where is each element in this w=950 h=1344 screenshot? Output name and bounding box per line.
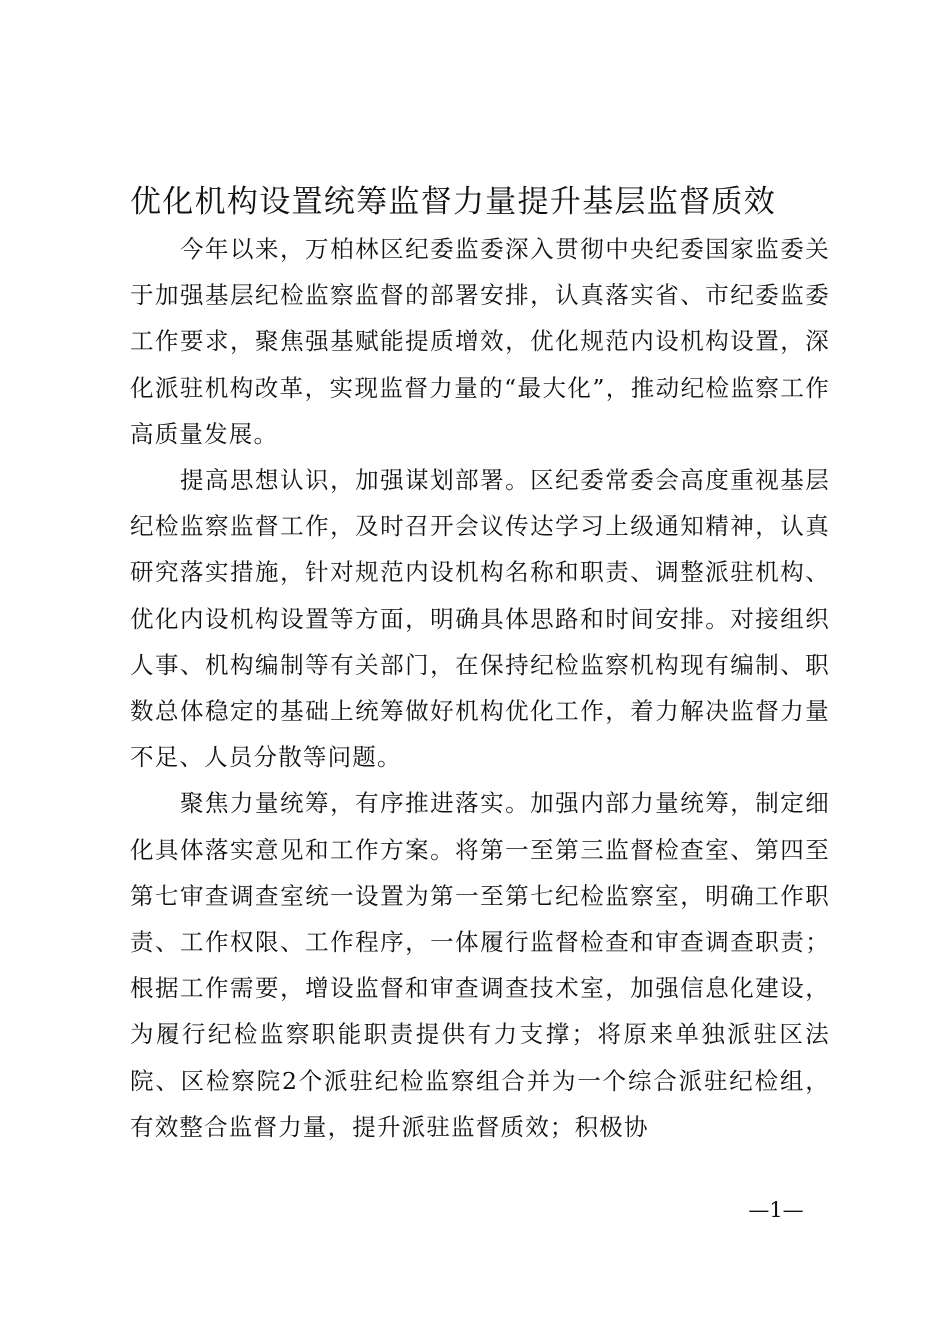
document-title: 优化机构设置统筹监督力量提升基层监督质效 [130,184,776,220]
page-number: —1— [748,1198,804,1222]
paragraph-coordination: 聚焦力量统筹，有序推进落实。加强内部力量统筹，制定细化具体落实意见和工作方案。将第一至第三监督检查室、第四至第七审查调查室统一设置为第一至第七纪检监察室，明确工作职责、工作权限、工作程序，一体履行监督检查和审查调查职责；根据工作需要，增设监督和审查调查技术室，加强信息化建设，为履行纪检监察职能职责提供有力支撑；将原来单独派驻区法院、区检察院2个派驻纪检监察组合并为一个综合派驻纪检组，有效整合监督力量，提升派驻监督质效；积极协 [130,789,830,1141]
paragraph-thinking: 提高思想认识，加强谋划部署。区纪委常委会高度重视基层纪检监察监督工作，及时召开会议传达学习上级通知精神，认真研究落实措施，针对规范内设机构名称和职责、调整派驻机构、优化内设机构设置等方面，明确具体思路和时间安排。对接组织人事、机构编制等有关部门，在保持纪检监察机构现有编制、职数总体稳定的基础上统筹做好机构优化工作，着力解决监督力量不足、人员分散等问题。 [130,466,830,772]
paragraph-intro: 今年以来，万柏林区纪委监委深入贯彻中央纪委国家监委关于加强基层纪检监察监督的部署安排，认真落实省、市纪委监委工作要求，聚焦强基赋能提质增效，优化规范内设机构设置，深化派驻机构改革，实现监督力量的“最大化”，推动纪检监察工作高质量发展。 [130,235,830,448]
document-body [130,226,830,1150]
